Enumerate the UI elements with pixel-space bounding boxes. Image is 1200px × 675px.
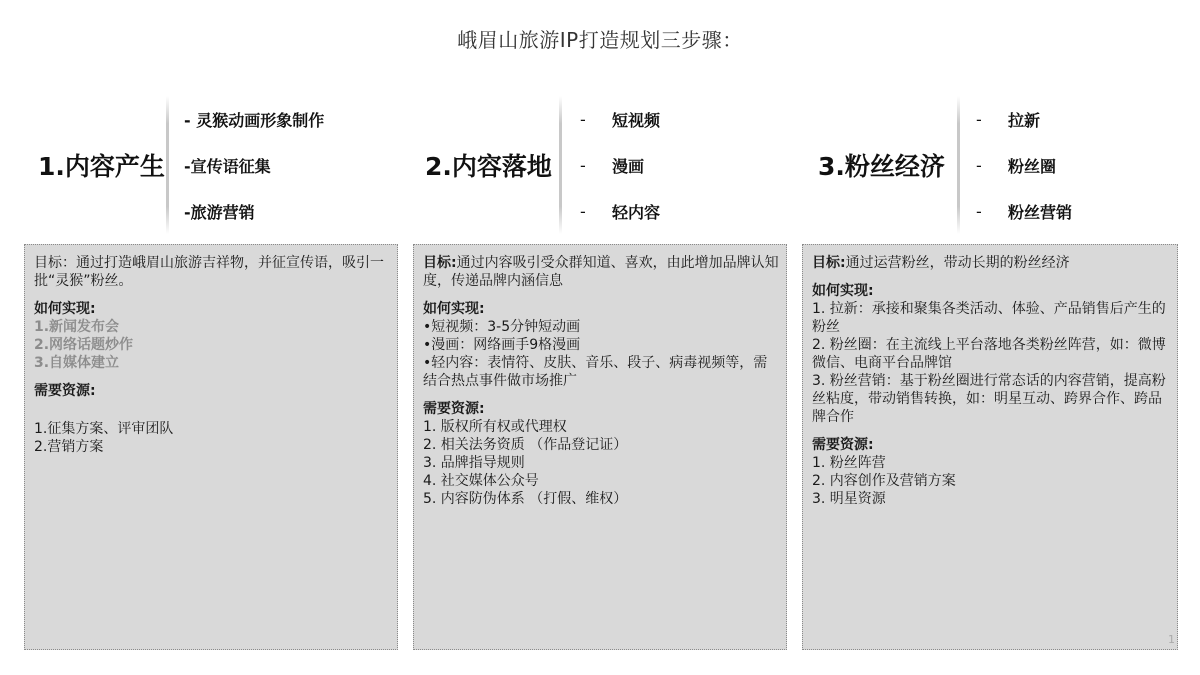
step-1-item: - 灵猴动画形象制作 (184, 110, 325, 130)
page-title: 峨眉山旅游IP打造规划三步骤： (457, 28, 743, 52)
step-2-divider (559, 96, 562, 234)
resource-item: 3. 品牌指导规则 (423, 455, 525, 471)
dash-bullet: - (976, 155, 982, 175)
step-2-header (425, 96, 552, 234)
dash-bullet: - (580, 201, 586, 221)
resource-item: 1. 版权所有权或代理权 (423, 419, 567, 435)
step-1-item: -宣传语征集 (184, 156, 271, 176)
goal-text: 目标:通过运营粉丝，带动长期的粉丝经济 (812, 255, 1070, 271)
how-item: •短视频：3-5分钟短动画 (423, 319, 581, 335)
resources-heading: 需要资源: (34, 383, 96, 399)
step-1-item: -旅游营销 (184, 202, 255, 222)
resource-item: 3. 明星资源 (812, 491, 886, 507)
page-number: 1 (1168, 633, 1175, 646)
resource-item: 2. 相关法务资质 （作品登记证） (423, 437, 628, 453)
step-1-detail-box (24, 244, 398, 650)
step-2-item: - 漫画 (580, 155, 645, 176)
how-heading: 如何实现: (34, 301, 96, 317)
resource-item: 1. 粉丝阵营 (812, 455, 886, 471)
goal-text: 目标:通过内容吸引受众群知道、喜欢，由此增加品牌认知度，传递品牌内涵信息 (423, 255, 779, 289)
step-3-item: - 拉新 (976, 109, 1041, 130)
step-3-title: 3.粉丝经济 (818, 152, 945, 181)
dash-bullet: - (976, 201, 982, 221)
goal-text: 目标：通过打造峨眉山旅游吉祥物，并征宣传语，吸引一批“灵猴”粉丝。 (34, 255, 384, 289)
step-1-items (184, 96, 324, 234)
step-3-item: - 粉丝圈 (976, 155, 1057, 176)
step-1-divider (166, 96, 169, 234)
dash-bullet: - (976, 109, 982, 129)
step-2-item: - 轻内容 (580, 201, 661, 222)
step-1-title: 1.内容产生 (38, 152, 165, 181)
step-3-divider (957, 96, 960, 234)
resource-item: 1.征集方案、评审团队 (34, 421, 174, 437)
resources-heading: 需要资源: (423, 401, 485, 417)
how-heading: 如何实现: (812, 283, 874, 299)
step-2-title: 2.内容落地 (425, 152, 552, 181)
step-3-header (818, 96, 945, 234)
how-item: 2.网络话题炒作 (34, 337, 134, 353)
how-item: 3. 粉丝营销：基于粉丝圈进行常态话的内容营销，提高粉丝粘度，带动销售转换，如：明星互动、跨界合作、跨品牌合作 (812, 373, 1166, 425)
step-3-items (976, 96, 1072, 234)
step-1-header (38, 96, 165, 234)
resource-item: 2.营销方案 (34, 439, 104, 455)
how-item: •漫画：网络画手9格漫画 (423, 337, 581, 353)
how-item: 1. 拉新：承接和聚集各类活动、体验、产品销售后产生的粉丝 (812, 301, 1166, 335)
dash-bullet: - (580, 155, 586, 175)
step-2-detail-box (413, 244, 787, 650)
how-item: 3.自媒体建立 (34, 355, 120, 371)
how-item: 2. 粉丝圈：在主流线上平台落地各类粉丝阵营，如：微博微信、电商平台品牌馆 (812, 337, 1166, 371)
resource-item: 5. 内容防伪体系 （打假、维权） (423, 491, 628, 507)
dash-bullet: - (580, 109, 586, 129)
step-3-item: - 粉丝营销 (976, 201, 1073, 222)
step-2-items (580, 96, 660, 234)
step-2-item: - 短视频 (580, 109, 661, 130)
resources-heading: 需要资源: (812, 437, 874, 453)
resource-item: 4. 社交媒体公众号 (423, 473, 539, 489)
how-item: 1.新闻发布会 (34, 319, 120, 335)
resource-item: 2. 内容创作及营销方案 (812, 473, 956, 489)
how-item: •轻内容：表情符、皮肤、音乐、段子、病毒视频等，需结合热点事件做市场推广 (423, 355, 768, 389)
how-heading: 如何实现: (423, 301, 485, 317)
step-3-detail-box (802, 244, 1178, 650)
